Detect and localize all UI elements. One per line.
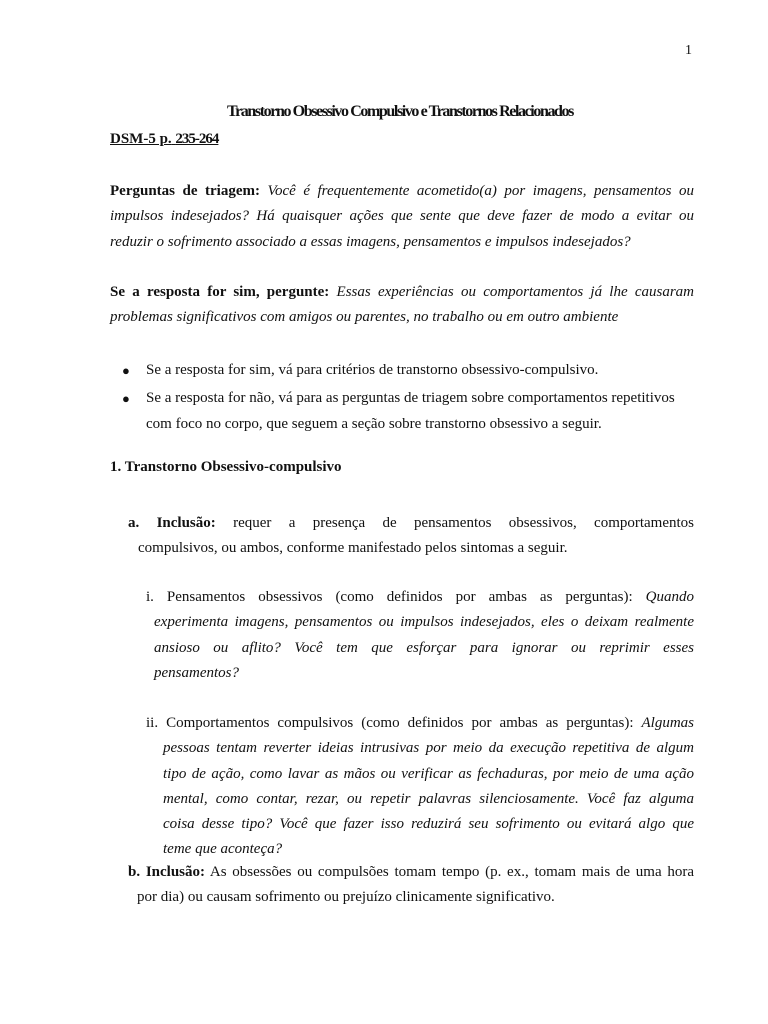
page-number: 1 [685,43,692,58]
list-item-text: com foco no corpo, que seguem a seção sobre transtorno obsessivo a seguir. [146,415,602,432]
criterion-a-ii [146,711,694,863]
followup-text-line-1: Essas experiências ou comportamentos já lhe causaram [336,284,695,300]
dsm-reference-pages: 235-264 [175,131,219,147]
criterion-a-ii-prefix-italic: Algumas [641,715,695,731]
criterion-b-text-line-1: As obsessões ou compulsões tomam tempo (p. ex., tomam mais de uma hora [209,864,694,880]
criterion-a-ii-text-line-6: teme que aconteça? [163,841,283,858]
bullet-icon: ● [122,363,130,378]
dsm-reference [110,131,218,148]
screening-questions [110,179,694,255]
criterion-a-i-text-line-4: pensamentos? [154,664,239,681]
screening-text-line-3: reduzir o sofrimento associado a essas imagens, pensamentos e impulsos indesejados? [110,233,631,250]
criterion-a-ii-text-line-3: tipo de ação, como lavar as mãos ou verificar as fechaduras, por meio de uma ação [163,765,694,782]
criterion-a-ii-text-line-5: coisa desse tipo? Você que fazer isso reduzirá seu sofrimento ou evitará algo que [163,816,694,833]
criterion-b-label: b. Inclusão: [128,864,205,880]
followup-label: Se a resposta for sim, pergunte: [110,284,330,300]
criterion-a-i-text-line-2: experimenta imagens, pensamentos ou impulsos indesejados, eles o deixam realmente [154,614,694,631]
document-title: Transtorno Obsessivo Compulsivo e Transtornos Relacionados [227,103,573,120]
section-heading: 1. Transtorno Obsessivo-compulsivo [110,459,342,475]
criterion-a-text-line-1: requer a presença de pensamentos obsessivos, comportamentos [233,515,695,531]
list-item-text: Se a resposta for sim, vá para critérios de transtorno obsessivo-compulsivo. [146,362,599,378]
instruction-list [110,358,710,440]
criterion-a-text-line-2: compulsivos, ou ambos, conforme manifestado pelos sintomas a seguir. [138,540,568,557]
criterion-a-label: a. Inclusão: [128,515,216,531]
criterion-b-text-line-2: por dia) ou causam sofrimento ou prejuízo clinicamente significativo. [137,889,555,906]
criterion-a-i-text-line-3: ansioso ou aflito? Você tem que esforçar para ignorar ou reprimir esses [154,639,694,656]
bullet-icon: ● [122,391,130,407]
followup-question [110,280,694,331]
criterion-b [128,860,694,911]
criterion-a-i [146,585,694,686]
criterion-a-ii-text-line-2: pessoas tentam reverter ideias intrusivas por meio da execução repetitiva de algum [163,740,694,757]
followup-text-line-2: problemas significativos com amigos ou parentes, no trabalho ou em outro ambiente [110,309,619,326]
list-item-text: Se a resposta for não, vá para as perguntas de triagem sobre comportamentos repetitivos [146,390,675,407]
criterion-a [128,511,694,562]
dsm-reference-label: DSM-5 p. [110,131,172,147]
criterion-a-ii-text-line-4: mental, como contar, rezar, ou repetir palavras silenciosamente. Você faz alguma [163,790,694,807]
screening-text-line-2: impulsos indesejados? Há quaisquer ações que sente que deve fazer de modo a evitar ou [110,208,694,225]
screening-label: Perguntas de triagem: [110,183,260,199]
list-item [110,386,710,437]
criterion-a-ii-prefix: ii. Comportamentos compulsivos (como definidos por ambas as perguntas): [146,715,634,731]
list-item [110,358,710,383]
criterion-a-i-prefix-italic: Quando [645,589,694,605]
criterion-a-i-prefix: i. Pensamentos obsessivos (como definidos por ambas as perguntas): [146,589,633,605]
screening-text-line-1: Você é frequentemente acometido(a) por imagens, pensamentos ou [267,183,694,199]
